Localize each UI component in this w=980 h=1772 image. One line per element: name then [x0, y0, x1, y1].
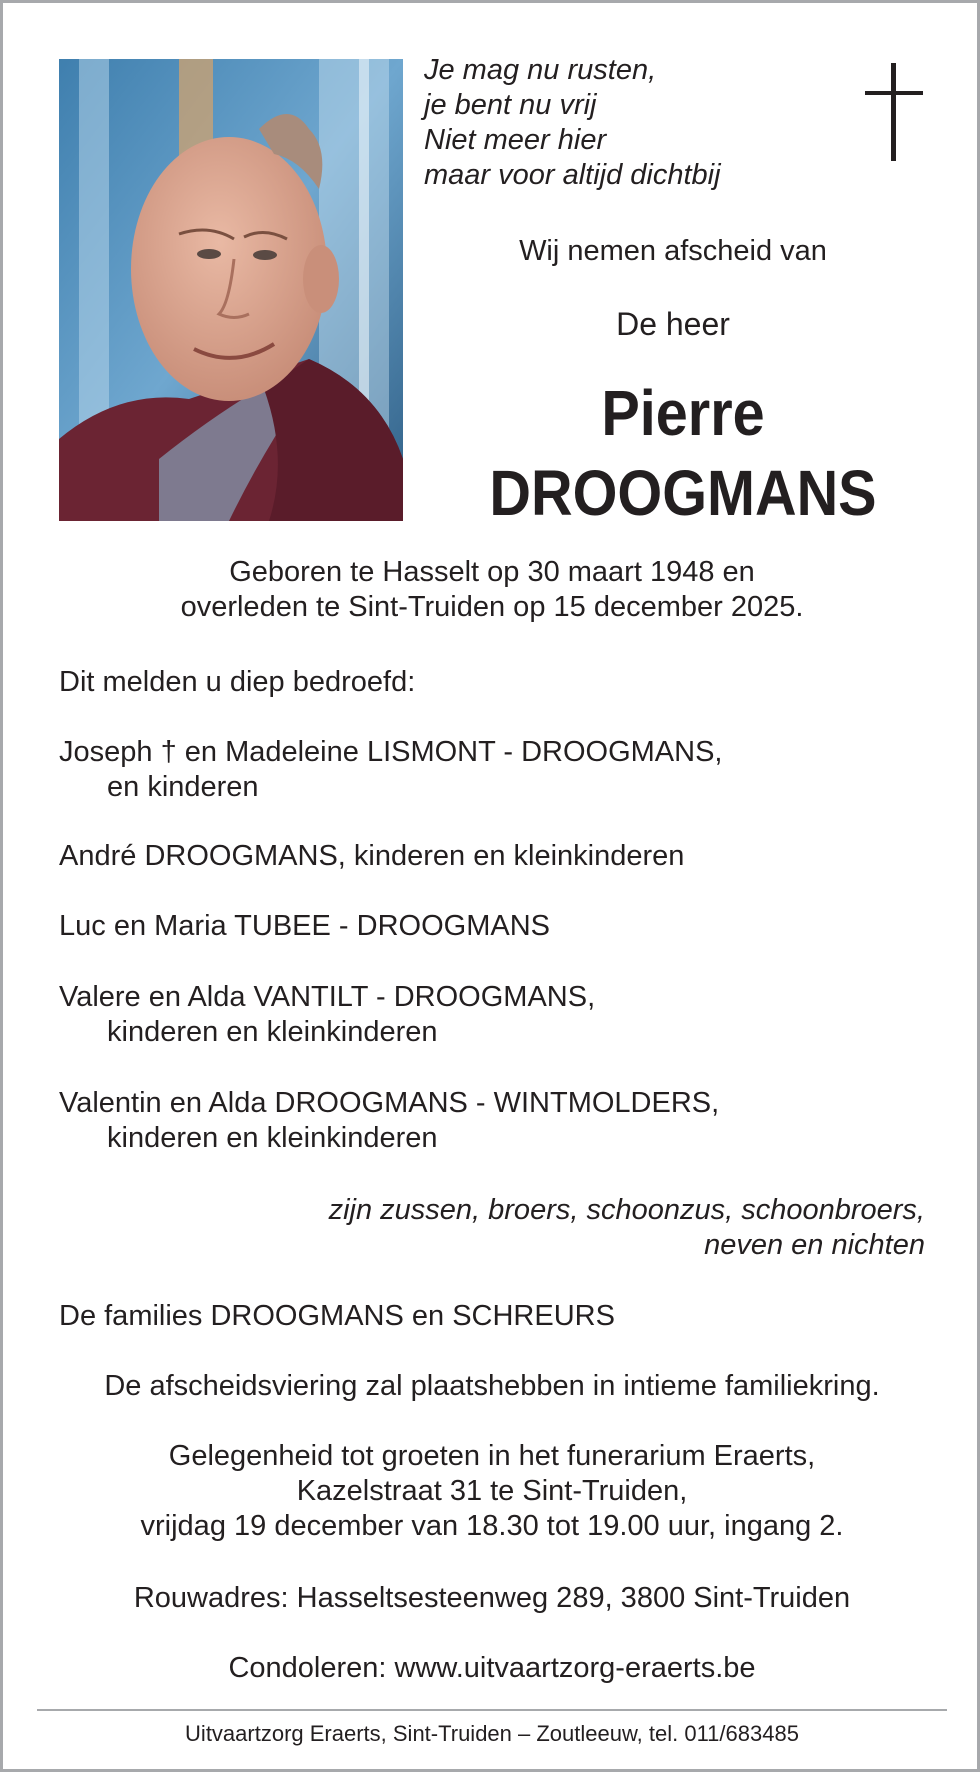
condolence-link[interactable]: Condoleren: www.uitvaartzorg-eraerts.be	[228, 1652, 756, 1684]
death-line: overleden te Sint-Truiden op 15 december 2025.	[180, 591, 804, 623]
first-name: Pierre	[601, 377, 765, 449]
footer-divider	[37, 1709, 947, 1711]
poem-line: Niet meer hier	[424, 124, 607, 156]
family-entry-line2: kinderen en kleinkinderen	[107, 1016, 438, 1048]
poem-line: Je mag nu rusten,	[424, 54, 657, 86]
ceremony-info: De afscheidsviering zal plaatshebben in intieme familiekring.	[104, 1370, 880, 1402]
honorific: De heer	[616, 306, 730, 342]
visitation-line: Kazelstraat 31 te Sint-Truiden,	[296, 1475, 688, 1507]
families-line: De families DROOGMANS en SCHREURS	[59, 1300, 615, 1332]
poem	[424, 53, 721, 193]
relatives-line: neven en nichten	[704, 1229, 925, 1261]
family-entry-line1: Valentin en Alda DROOGMANS - WINTMOLDERS,	[59, 1087, 720, 1119]
family-entry	[59, 909, 925, 944]
last-name: DROOGMANS	[489, 457, 877, 529]
announcement: Dit melden u diep bedroefd:	[59, 666, 416, 698]
relatives	[59, 1193, 925, 1263]
family-entry	[59, 735, 925, 805]
family-entry-line1: André DROOGMANS, kinderen en kleinkinderen	[59, 840, 685, 872]
family-entry-line1: Luc en Maria TUBEE - DROOGMANS	[59, 910, 550, 942]
farewell-text: Wij nemen afscheid van	[519, 235, 827, 267]
family-entry-line1: Joseph † en Madeleine LISMONT - DROOGMANS,	[59, 736, 723, 768]
poem-line: je bent nu vrij	[424, 89, 597, 121]
poem-line: maar voor altijd dichtbij	[424, 159, 721, 191]
family-entry-line2: en kinderen	[107, 771, 259, 803]
funeral-home-footer: Uitvaartzorg Eraerts, Sint-Truiden – Zoutleeuw, tel. 011/683485	[185, 1721, 799, 1746]
visitation-line: Gelegenheid tot groeten in het funerarium Eraerts,	[168, 1440, 816, 1472]
birth-death-info	[59, 555, 925, 625]
family-entry-line2: kinderen en kleinkinderen	[107, 1122, 438, 1154]
relatives-line: zijn zussen, broers, schoonzus, schoonbroers,	[328, 1194, 925, 1226]
visitation-info	[59, 1439, 925, 1544]
visitation-line: vrijdag 19 december van 18.30 tot 19.00 uur, ingang 2.	[140, 1510, 844, 1542]
birth-line: Geboren te Hasselt op 30 maart 1948 en	[229, 556, 755, 588]
family-entry	[59, 1086, 925, 1156]
deceased-name	[423, 373, 943, 533]
family-entry-line1: Valere en Alda VANTILT - DROOGMANS,	[59, 981, 596, 1013]
family-entry	[59, 839, 925, 874]
portrait-photo	[59, 59, 403, 521]
family-entry	[59, 980, 925, 1050]
mourning-address: Rouwadres: Hasseltsesteenweg 289, 3800 Sint-Truiden	[133, 1582, 851, 1614]
latin-cross-icon	[865, 63, 923, 161]
